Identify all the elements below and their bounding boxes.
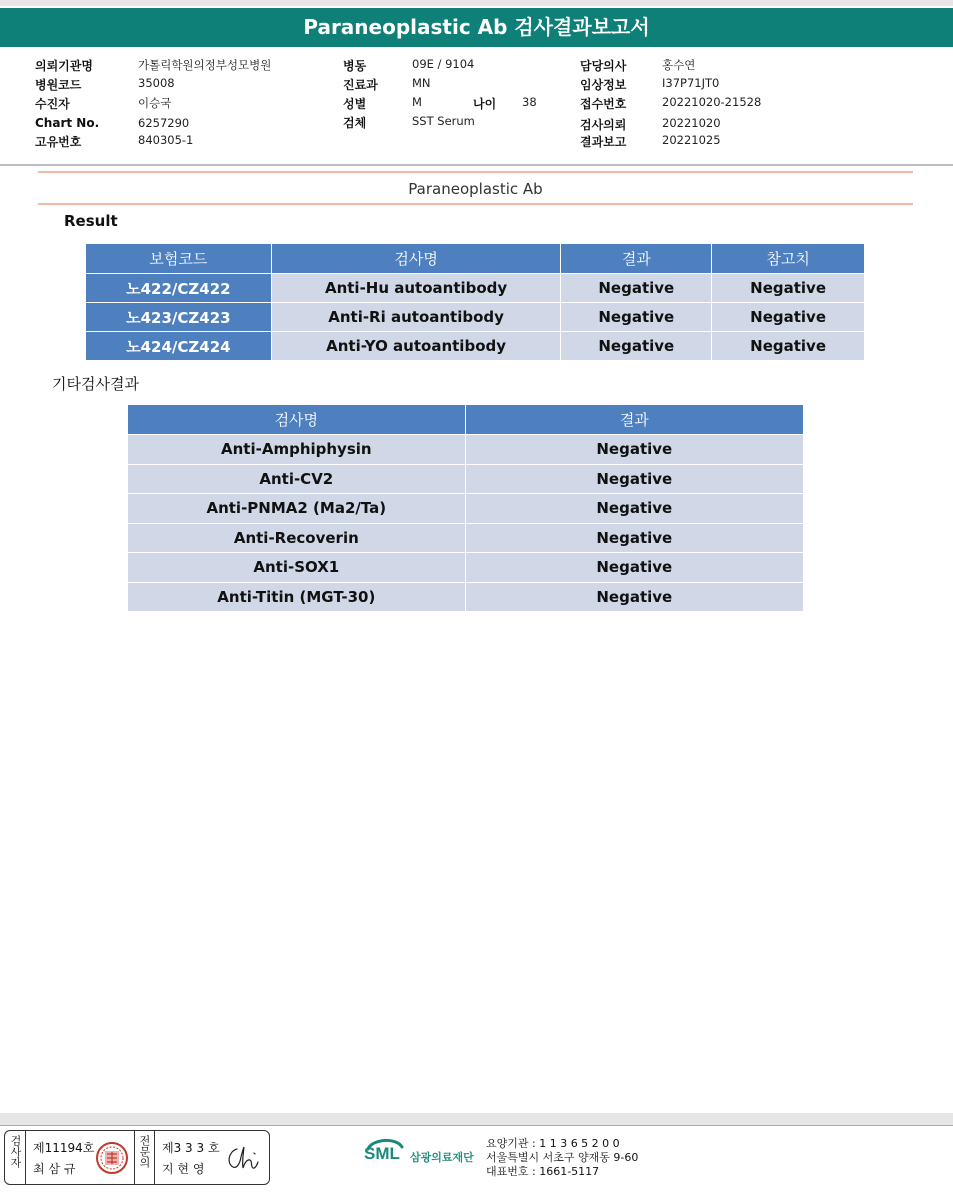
result-table xyxy=(85,243,865,361)
specialist-name: 지 현 영 xyxy=(162,1162,205,1176)
org-license: 요양기관 : 1 1 3 6 5 2 0 0 xyxy=(486,1137,620,1150)
specimen-label: 검체 xyxy=(343,116,367,130)
test-result: Negative xyxy=(561,303,712,332)
table-row xyxy=(86,274,865,303)
test-result: Negative xyxy=(465,523,803,553)
test-name: Anti-PNMA2 (Ma2/Ta) xyxy=(128,494,466,524)
section-title: Paraneoplastic Ab xyxy=(408,180,543,198)
insurance-code: 노424/CZ424 xyxy=(86,332,272,361)
test-name: Anti-CV2 xyxy=(128,464,466,494)
test-name: Anti-YO autoantibody xyxy=(271,332,561,361)
hospital-code-value: 35008 xyxy=(138,76,175,90)
examiner-label: 검사자 xyxy=(9,1135,22,1168)
footer-strip xyxy=(0,1113,953,1125)
age-label: 나이 xyxy=(473,97,497,111)
reference-value: Negative xyxy=(712,274,865,303)
table-row xyxy=(86,303,865,332)
test-name: Anti-Ri autoantibody xyxy=(271,303,561,332)
reference-value: Negative xyxy=(712,303,865,332)
table-row xyxy=(128,435,804,465)
result-table-header xyxy=(86,244,865,274)
chart-no-value: 6257290 xyxy=(138,116,190,130)
request-date-label: 검사의뢰 xyxy=(580,118,627,132)
clinical-info-value: I37P71JT0 xyxy=(662,76,720,90)
header-insurance-code: 보험코드 xyxy=(86,244,272,274)
sig-divider xyxy=(154,1131,155,1184)
receipt-no-label: 접수번호 xyxy=(580,97,627,111)
age-value: 38 xyxy=(522,95,537,109)
test-result: Negative xyxy=(465,464,803,494)
patient-info xyxy=(0,47,953,165)
request-date-value: 20221020 xyxy=(662,116,721,130)
specialist-label: 전문의 xyxy=(138,1135,151,1168)
org-phone: 대표번호 : 1661-5117 xyxy=(486,1165,600,1178)
table-row xyxy=(128,582,804,612)
patient-value: 이승국 xyxy=(138,96,172,110)
chart-no-label: Chart No. xyxy=(35,116,100,130)
test-result: Negative xyxy=(465,553,803,583)
other-tests-heading: 기타검사결과 xyxy=(52,375,139,393)
report-date-label: 결과보고 xyxy=(580,135,627,149)
top-strip xyxy=(0,0,953,6)
department-value: MN xyxy=(412,76,431,90)
report-title: Paraneoplastic Ab 검사결과보고서 xyxy=(0,8,953,47)
signature-box xyxy=(4,1130,270,1185)
doctor-value: 홍수연 xyxy=(662,58,696,72)
test-name: Anti-Hu autoantibody xyxy=(271,274,561,303)
sig-divider xyxy=(134,1131,135,1184)
sex-value: M xyxy=(412,95,422,109)
section-top-line xyxy=(38,171,913,173)
table-row xyxy=(128,553,804,583)
unique-no-value: 840305-1 xyxy=(138,133,194,147)
test-name: Anti-Recoverin xyxy=(128,523,466,553)
org-name: 삼광의료재단 xyxy=(410,1151,474,1164)
institution-label: 의뢰기관명 xyxy=(35,59,93,73)
reference-value: Negative xyxy=(712,332,865,361)
sex-label: 성별 xyxy=(343,97,367,111)
hospital-code-label: 병원코드 xyxy=(35,78,82,92)
table-row xyxy=(128,494,804,524)
table-row xyxy=(128,464,804,494)
test-result: Negative xyxy=(561,274,712,303)
header-test-name: 검사명 xyxy=(271,244,561,274)
test-result: Negative xyxy=(465,435,803,465)
header-test-name: 검사명 xyxy=(128,405,466,435)
info-divider xyxy=(0,164,953,166)
test-result: Negative xyxy=(465,494,803,524)
examiner-license: 제11194호 xyxy=(33,1141,95,1155)
handwritten-signature-icon xyxy=(223,1143,263,1173)
result-heading: Result xyxy=(64,212,118,230)
ward-value: 09E / 9104 xyxy=(412,57,475,71)
table-row xyxy=(86,332,865,361)
org-info xyxy=(486,1137,638,1179)
other-tests-table xyxy=(127,404,804,612)
table-row xyxy=(128,523,804,553)
insurance-code: 노423/CZ423 xyxy=(86,303,272,332)
test-name: Anti-SOX1 xyxy=(128,553,466,583)
receipt-no-value: 20221020-21528 xyxy=(662,95,762,109)
test-result: Negative xyxy=(465,582,803,612)
official-seal-icon xyxy=(95,1141,129,1175)
org-address: 서울특별시 서초구 양재동 9-60 xyxy=(486,1151,639,1164)
header-result: 결과 xyxy=(561,244,712,274)
clinical-info-label: 임상정보 xyxy=(580,78,627,92)
test-name: Anti-Amphiphysin xyxy=(128,435,466,465)
test-name: Anti-Titin (MGT-30) xyxy=(128,582,466,612)
ward-label: 병동 xyxy=(343,59,367,73)
institution-value: 가톨릭학원의정부성모병원 xyxy=(138,58,272,72)
specimen-value: SST Serum xyxy=(412,114,475,128)
sig-divider xyxy=(25,1131,26,1184)
report-date-value: 20221025 xyxy=(662,133,721,147)
department-label: 진료과 xyxy=(343,78,378,92)
footer-line xyxy=(0,1125,953,1126)
other-table-header xyxy=(128,405,804,435)
test-result: Negative xyxy=(561,332,712,361)
insurance-code: 노422/CZ422 xyxy=(86,274,272,303)
examiner-name: 최 삼 규 xyxy=(33,1162,76,1176)
specialist-license: 제3 3 3 호 xyxy=(162,1141,220,1155)
section-bottom-line xyxy=(38,203,913,205)
unique-no-label: 고유번호 xyxy=(35,135,82,149)
logo-text: SML xyxy=(364,1144,400,1163)
doctor-label: 담당의사 xyxy=(580,59,627,73)
header-reference: 참고치 xyxy=(712,244,865,274)
header-result: 결과 xyxy=(465,405,803,435)
patient-label: 수진자 xyxy=(35,97,70,111)
